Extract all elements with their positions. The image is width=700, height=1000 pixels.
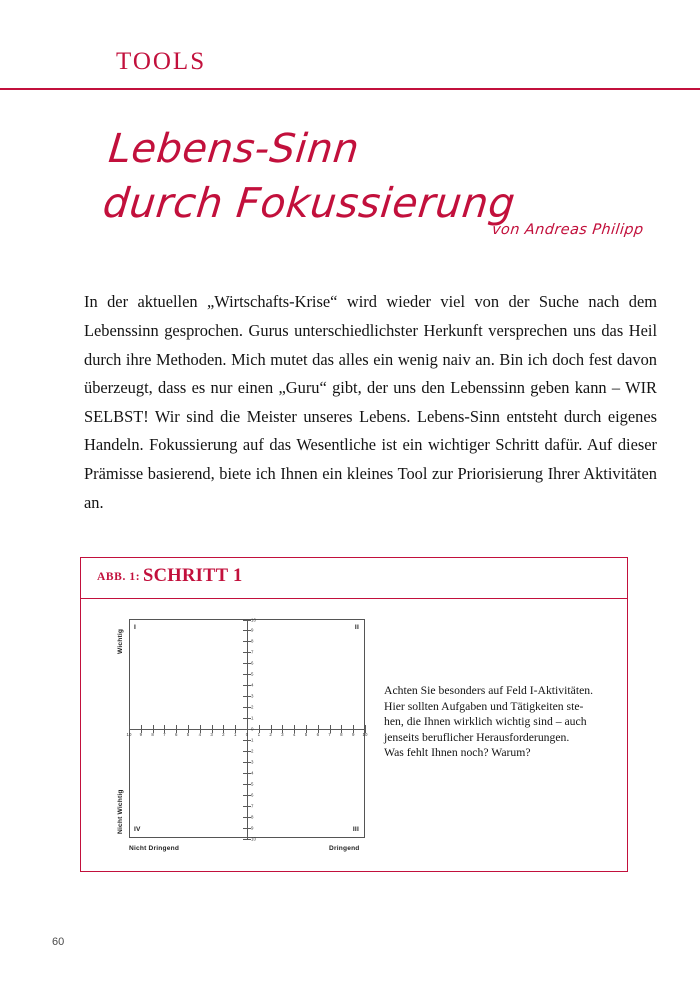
x-tick-label: 10 — [362, 732, 368, 737]
quadrant-label-iii: III — [352, 826, 359, 833]
x-tick-label: 5 — [186, 732, 190, 737]
y-tick-label: 3 — [251, 759, 254, 765]
quadrant-label-i: I — [134, 624, 137, 631]
y-tick — [243, 751, 251, 752]
y-tick — [243, 671, 254, 677]
y-tick — [243, 839, 251, 840]
figure-step-title: SCHRITT 1 — [143, 566, 243, 586]
y-tick-label: 2 — [251, 704, 254, 710]
y-tick-label: 4 — [251, 682, 254, 688]
y-tick-label: 6 — [251, 792, 254, 798]
x-tick-label: 1 — [257, 732, 261, 737]
header-divider — [0, 88, 700, 90]
y-tick — [243, 806, 251, 807]
y-tick — [243, 726, 254, 732]
y-tick-label: 10 — [251, 836, 256, 841]
title-line-2: durch Fokussierung — [100, 179, 518, 227]
y-tick-label: 3 — [251, 693, 254, 699]
x-tick-label: 3 — [281, 732, 284, 737]
y-tick-label: 7 — [251, 803, 254, 809]
figure-note-line: Achten Sie besonders auf Feld I-Aktivitäten. — [384, 684, 594, 697]
section-label: TOOLS — [116, 48, 207, 75]
y-tick — [243, 638, 254, 644]
page-header — [0, 48, 700, 92]
quadrant-label-iv: IV — [134, 826, 141, 833]
x-tick-label: 6 — [174, 732, 178, 737]
y-tick — [243, 704, 254, 710]
y-tick — [243, 762, 251, 763]
y-tick-label: 10 — [251, 617, 256, 622]
y-tick — [243, 828, 251, 829]
x-tick-label: 5 — [304, 732, 308, 737]
axis-label-dringend: Dringend — [329, 845, 360, 852]
figure-number-label: ABB. 1: — [97, 571, 141, 583]
y-tick-label: 2 — [251, 748, 254, 754]
y-tick-label: 4 — [251, 770, 254, 776]
plot-area — [126, 617, 368, 841]
figure-container — [80, 557, 628, 872]
figure-caption-bar — [81, 558, 627, 599]
y-tick — [243, 784, 251, 785]
x-tick-label: 9 — [351, 732, 355, 737]
y-tick — [243, 773, 251, 774]
article-body-text: In der aktuellen „Wirtschafts-Krise“ wird wieder viel von der Suche nach dem Lebenssinn gesprochen. Gurus unterschiedlichster Herkunft versprechen uns das Heil durch ihre Methoden. Mich mutet das alles ein wenig naiv an. Bin ich doch fest davon überzeugt, dass es nur einen „Guru“ gibt, der uns den Lebenssinn geben kann – WIR SELBST! Wir sind die Meister unseres Lebens. Lebens-Sinn entsteht durch eigenes Handeln. Fokussierung auf das Wesentliche ist ein wichtiger Schritt dafür. Auf dieser Prämisse basierend, biete ich Ihnen ein kleines Tool zur Priorisierung Ihrer Aktivitäten an. — [84, 292, 657, 512]
title-line-1: Lebens-Sinn — [106, 126, 362, 172]
axis-label-nicht-wichtig: Nicht Wichtig — [117, 789, 124, 834]
figure-note-text — [384, 683, 612, 761]
y-tick — [243, 715, 254, 721]
y-tick — [243, 627, 254, 633]
y-tick-label: 5 — [251, 671, 254, 677]
quadrant-label-ii: II — [354, 624, 359, 631]
x-tick-label: 4 — [292, 732, 296, 737]
y-tick-label: 5 — [251, 781, 254, 787]
page-number: 60 — [52, 936, 65, 948]
figure-note-line: hen, die Ihnen wirklich wichtig sind – auch — [384, 715, 587, 729]
x-tick-label: 1 — [233, 732, 237, 737]
x-tick-label: 2 — [269, 732, 272, 737]
y-tick — [243, 817, 251, 818]
x-tick-label: 0 — [245, 732, 249, 737]
x-tick-label: 8 — [340, 732, 343, 737]
article-byline: von Andreas Philipp — [491, 222, 645, 238]
figure-note-line: Hier sollten Aufgaben und Tätigkeiten ste- — [384, 699, 584, 713]
y-tick — [243, 795, 251, 796]
x-tick-label: 6 — [316, 732, 320, 737]
axis-label-wichtig: Wichtig — [117, 628, 124, 654]
y-tick-label: 7 — [251, 649, 254, 655]
y-tick-label: 1 — [251, 737, 254, 743]
figure-note-line: Was fehlt Ihnen noch? Warum? — [384, 746, 531, 760]
y-tick — [243, 660, 254, 666]
y-tick-label: 9 — [251, 825, 254, 831]
quadrant-chart — [103, 606, 403, 856]
y-tick-label: 6 — [251, 660, 254, 666]
x-tick-label: 7 — [328, 732, 331, 737]
y-tick — [243, 740, 251, 741]
x-tick-label: 4 — [198, 732, 202, 737]
y-tick-label: 8 — [251, 638, 254, 644]
x-tick-label: 8 — [151, 732, 154, 737]
y-tick-label: 1 — [251, 715, 254, 721]
x-tick-label: 2 — [222, 732, 225, 737]
x-tick-label: 7 — [163, 732, 166, 737]
x-tick-label: 10 — [126, 732, 132, 737]
x-tick-label: 9 — [139, 732, 143, 737]
y-tick — [243, 649, 254, 655]
y-tick — [243, 693, 254, 699]
y-tick-label: 8 — [251, 814, 254, 820]
y-tick-label: 0 — [251, 726, 254, 732]
y-tick-label: 9 — [251, 627, 254, 633]
y-tick — [243, 682, 254, 688]
page-title — [100, 122, 531, 230]
y-tick — [243, 620, 251, 621]
axis-label-nicht-dringend: Nicht Dringend — [129, 845, 180, 852]
x-tick-label: 3 — [210, 732, 213, 737]
figure-note-line: jenseits beruflicher Herausforderungen. — [384, 730, 570, 744]
